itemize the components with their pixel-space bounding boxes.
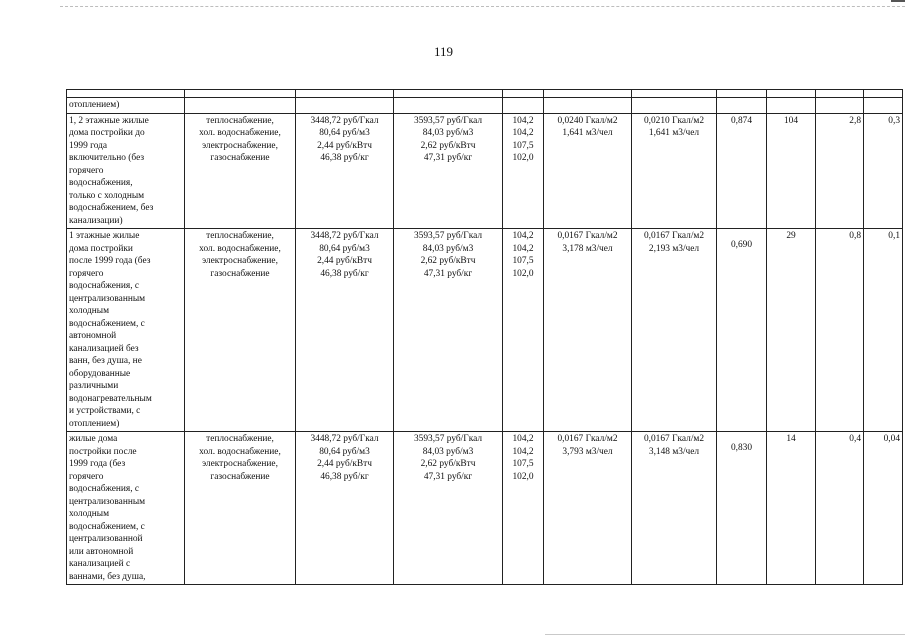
value-cell-9: 104 xyxy=(767,113,816,229)
coefficient-cell: 0,690 xyxy=(717,229,767,432)
scan-artifact-corner-mark xyxy=(891,0,905,2)
tariffs-first-cell: 3448,72 руб/Гкал 80,64 руб/м3 2,44 руб/кВтч 46,38 руб/кг xyxy=(296,432,394,585)
norms-second-cell: 0,0167 Гкал/м2 3,148 м3/чел xyxy=(632,432,717,585)
page-number: 119 xyxy=(434,44,454,59)
value-cell-9: 29 xyxy=(767,229,816,432)
scan-artifact-bottom-line xyxy=(545,634,905,635)
services-cell: теплоснабжение, хол. водоснабжение, электроснабжение, газоснабжение xyxy=(185,229,296,432)
table-row xyxy=(67,113,903,229)
value-cell-11: 0,3 xyxy=(864,113,903,229)
value-cell-11: 0,04 xyxy=(864,432,903,585)
norms-second-cell: 0,0210 Гкал/м2 1,641 м3/чел xyxy=(632,113,717,229)
category-cell: отоплением) xyxy=(67,98,185,114)
tariffs-second-cell: 3593,57 руб/Гкал 84,03 руб/м3 2,62 руб/кВтч 47,31 руб/кг xyxy=(394,432,503,585)
value-cell-10: 2,8 xyxy=(816,113,864,229)
value-cell-11: 0,1 xyxy=(864,229,903,432)
indices-cell: 104,2 104,2 107,5 102,0 xyxy=(503,229,544,432)
table-row xyxy=(67,229,903,432)
scan-artifact-top-line xyxy=(60,6,905,7)
value-cell-10: 0,8 xyxy=(816,229,864,432)
coefficient-cell: 0,874 xyxy=(717,113,767,229)
tariffs-second-cell: 3593,57 руб/Гкал 84,03 руб/м3 2,62 руб/кВтч 47,31 руб/кг xyxy=(394,113,503,229)
value-cell-10: 0,4 xyxy=(816,432,864,585)
indices-cell: 104,2 104,2 107,5 102,0 xyxy=(503,113,544,229)
tariffs-first-cell: 3448,72 руб/Гкал 80,64 руб/м3 2,44 руб/кВтч 46,38 руб/кг xyxy=(296,113,394,229)
tariffs-second-cell: 3593,57 руб/Гкал 84,03 руб/м3 2,62 руб/кВтч 47,31 руб/кг xyxy=(394,229,503,432)
services-cell: теплоснабжение, хол. водоснабжение, электроснабжение, газоснабжение xyxy=(185,432,296,585)
norms-second-cell: 0,0167 Гкал/м2 2,193 м3/чел xyxy=(632,229,717,432)
tariff-table xyxy=(66,89,903,585)
services-cell: теплоснабжение, хол. водоснабжение, электроснабжение, газоснабжение xyxy=(185,113,296,229)
value-cell-9: 14 xyxy=(767,432,816,585)
norms-first-cell: 0,0167 Гкал/м2 3,793 м3/чел xyxy=(544,432,632,585)
category-cell: 1 этажные жилые дома постройки после 1999 года (без горячего водоснабжения, с централизованным холодным водоснабжением, с автономной канализацией без ванн, без душа, не оборудованные различными водонагревательным и устройствами, с отоплением) xyxy=(67,229,185,432)
norms-first-cell: 0,0240 Гкал/м2 1,641 м3/чел xyxy=(544,113,632,229)
tariffs-first-cell: 3448,72 руб/Гкал 80,64 руб/м3 2,44 руб/кВтч 46,38 руб/кг xyxy=(296,229,394,432)
table-row xyxy=(67,432,903,585)
coefficient-cell: 0,830 xyxy=(717,432,767,585)
table-row-stub xyxy=(67,90,903,98)
category-cell: жилые дома постройки после 1999 года (без горячего водоснабжения, с централизованным холодным водоснабжением, с централизованной или автономной канализацией с ваннами, без душа, xyxy=(67,432,185,585)
norms-first-cell: 0,0167 Гкал/м2 3,178 м3/чел xyxy=(544,229,632,432)
category-cell: 1, 2 этажные жилые дома постройки до 1999 года включительно (без горячего водоснабжения, только с холодным водоснабжением, без канализации) xyxy=(67,113,185,229)
indices-cell: 104,2 104,2 107,5 102,0 xyxy=(503,432,544,585)
table-row-continuation xyxy=(67,98,903,114)
